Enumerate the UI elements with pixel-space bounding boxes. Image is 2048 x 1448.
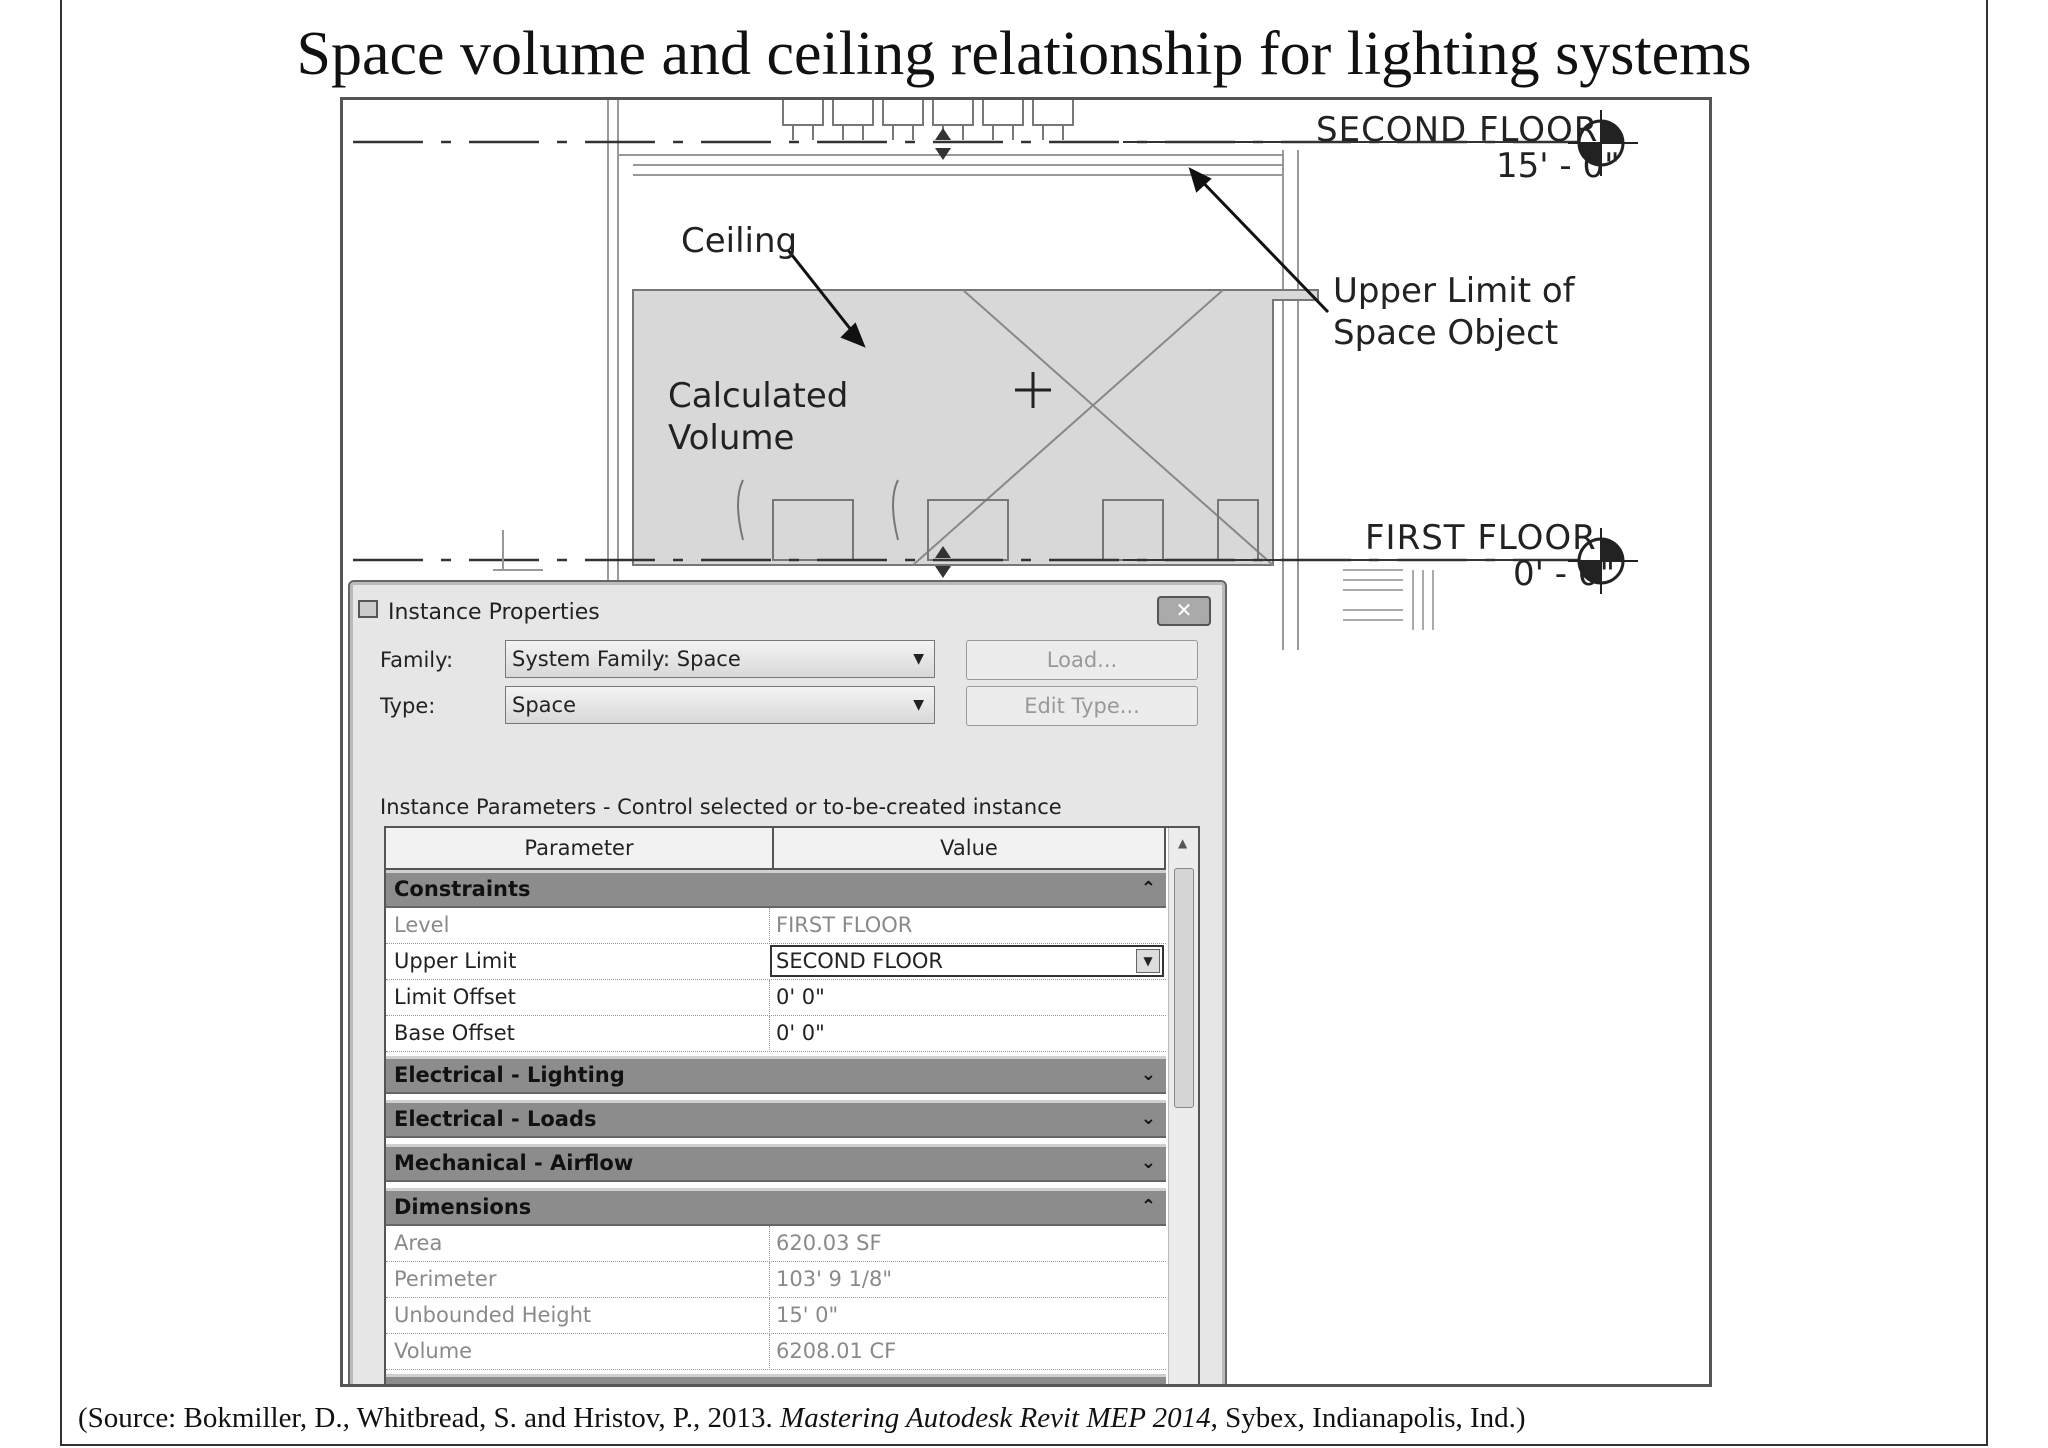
table-row[interactable]	[386, 1226, 1166, 1262]
param-value: 0' 0"	[776, 985, 825, 1009]
group-label: Electrical - Lighting	[394, 1063, 625, 1087]
level-elevation-first-floor: 0' - 0"	[1513, 554, 1616, 594]
family-dropdown[interactable]	[505, 640, 935, 678]
param-name: Perimeter	[394, 1267, 497, 1291]
wall-detail	[493, 530, 543, 570]
param-value: 6208.01 CF	[776, 1339, 897, 1363]
table-row[interactable]	[386, 1334, 1166, 1370]
params-caption: Instance Parameters - Control selected or to-be-created instance	[380, 795, 1062, 819]
param-name: Volume	[394, 1339, 473, 1363]
parameters-grid	[384, 826, 1200, 1387]
table-row[interactable]	[386, 1016, 1166, 1052]
vertical-scrollbar[interactable]	[1168, 828, 1199, 1387]
group-mechanical-airflow[interactable]	[386, 1144, 1166, 1182]
collapse-icon: ⌃	[1140, 878, 1156, 899]
revit-screenshot	[340, 97, 1712, 1387]
instance-properties-dialog	[348, 580, 1227, 1387]
expand-icon: ⌄	[1140, 1064, 1156, 1085]
param-name: Area	[394, 1231, 443, 1255]
table-row[interactable]	[386, 944, 1166, 980]
citation-prefix: (Source: Bokmiller, D., Whitbread, S. and Hristov, P., 2013.	[78, 1402, 781, 1434]
group-partially-visible[interactable]	[386, 1374, 1166, 1387]
group-electrical-loads[interactable]	[386, 1100, 1166, 1138]
group-dimensions[interactable]	[386, 1188, 1166, 1226]
page-title: Space volume and ceiling relationship for lighting systems	[296, 20, 1752, 88]
type-dropdown[interactable]	[505, 686, 935, 724]
param-name: Unbounded Height	[394, 1303, 592, 1327]
load-button[interactable]: Load...	[966, 640, 1198, 680]
param-name: Limit Offset	[394, 985, 516, 1009]
edit-type-button[interactable]: Edit Type...	[966, 686, 1198, 726]
app-icon	[358, 600, 378, 618]
citation-book: Mastering Autodesk Revit MEP 2014	[780, 1402, 1211, 1434]
upper-limit-label: Upper Limit of Space Object	[1333, 271, 1575, 353]
param-value: 620.03 SF	[776, 1231, 882, 1255]
param-name: Base Offset	[394, 1021, 515, 1045]
source-citation	[78, 1402, 1526, 1435]
level-name-second-floor: SECOND FLOOR	[1316, 110, 1599, 150]
group-constraints[interactable]	[386, 870, 1166, 908]
hatch-area	[1343, 570, 1433, 630]
param-name: Upper Limit	[394, 949, 517, 973]
level-name-first-floor: FIRST FLOOR	[1365, 518, 1597, 558]
column-header-parameter[interactable]: Parameter	[386, 828, 774, 870]
table-row[interactable]	[386, 1298, 1166, 1334]
level-elevation-second-floor: 15' - 0"	[1496, 146, 1620, 186]
chevron-down-icon[interactable]: ▼	[1136, 949, 1160, 973]
scroll-up-icon[interactable]: ▲	[1178, 836, 1188, 850]
chevron-down-icon: ▼	[913, 651, 924, 667]
upper-limit-dropdown[interactable]	[770, 945, 1164, 977]
scrollbar-thumb[interactable]	[1174, 868, 1194, 1108]
type-label: Type:	[380, 694, 436, 718]
group-electrical-lighting[interactable]	[386, 1056, 1166, 1094]
param-value: 103' 9 1/8"	[776, 1267, 893, 1291]
type-value: Space	[512, 693, 576, 717]
param-value: FIRST FLOOR	[776, 913, 913, 937]
param-value: 0' 0"	[776, 1021, 825, 1045]
citation-suffix: , Sybex, Indianapolis, Ind.)	[1210, 1402, 1526, 1434]
param-value: SECOND FLOOR	[776, 949, 944, 973]
column-header-value[interactable]: Value	[774, 828, 1166, 870]
calculated-volume-label: Calculated Volume	[668, 376, 849, 458]
family-value: System Family: Space	[512, 647, 741, 671]
family-label: Family:	[380, 648, 454, 672]
collapse-icon: ⌃	[1140, 1196, 1156, 1217]
expand-icon: ⌄	[1140, 1108, 1156, 1129]
param-name: Level	[394, 913, 450, 937]
ceiling-label: Ceiling	[681, 221, 798, 261]
table-row[interactable]	[386, 908, 1166, 944]
dialog-title: Instance Properties	[388, 600, 600, 625]
table-row[interactable]	[386, 980, 1166, 1016]
group-label: Dimensions	[394, 1195, 532, 1219]
chevron-down-icon: ▼	[913, 697, 924, 713]
group-label: Electrical - Loads	[394, 1107, 597, 1131]
table-row[interactable]	[386, 1262, 1166, 1298]
expand-icon: ⌄	[1140, 1152, 1156, 1173]
second-floor-chairs	[783, 100, 1073, 140]
param-value: 15' 0"	[776, 1303, 839, 1327]
group-label: Mechanical - Airflow	[394, 1151, 634, 1175]
group-label: Constraints	[394, 877, 531, 901]
close-button[interactable]: ✕	[1157, 596, 1211, 626]
